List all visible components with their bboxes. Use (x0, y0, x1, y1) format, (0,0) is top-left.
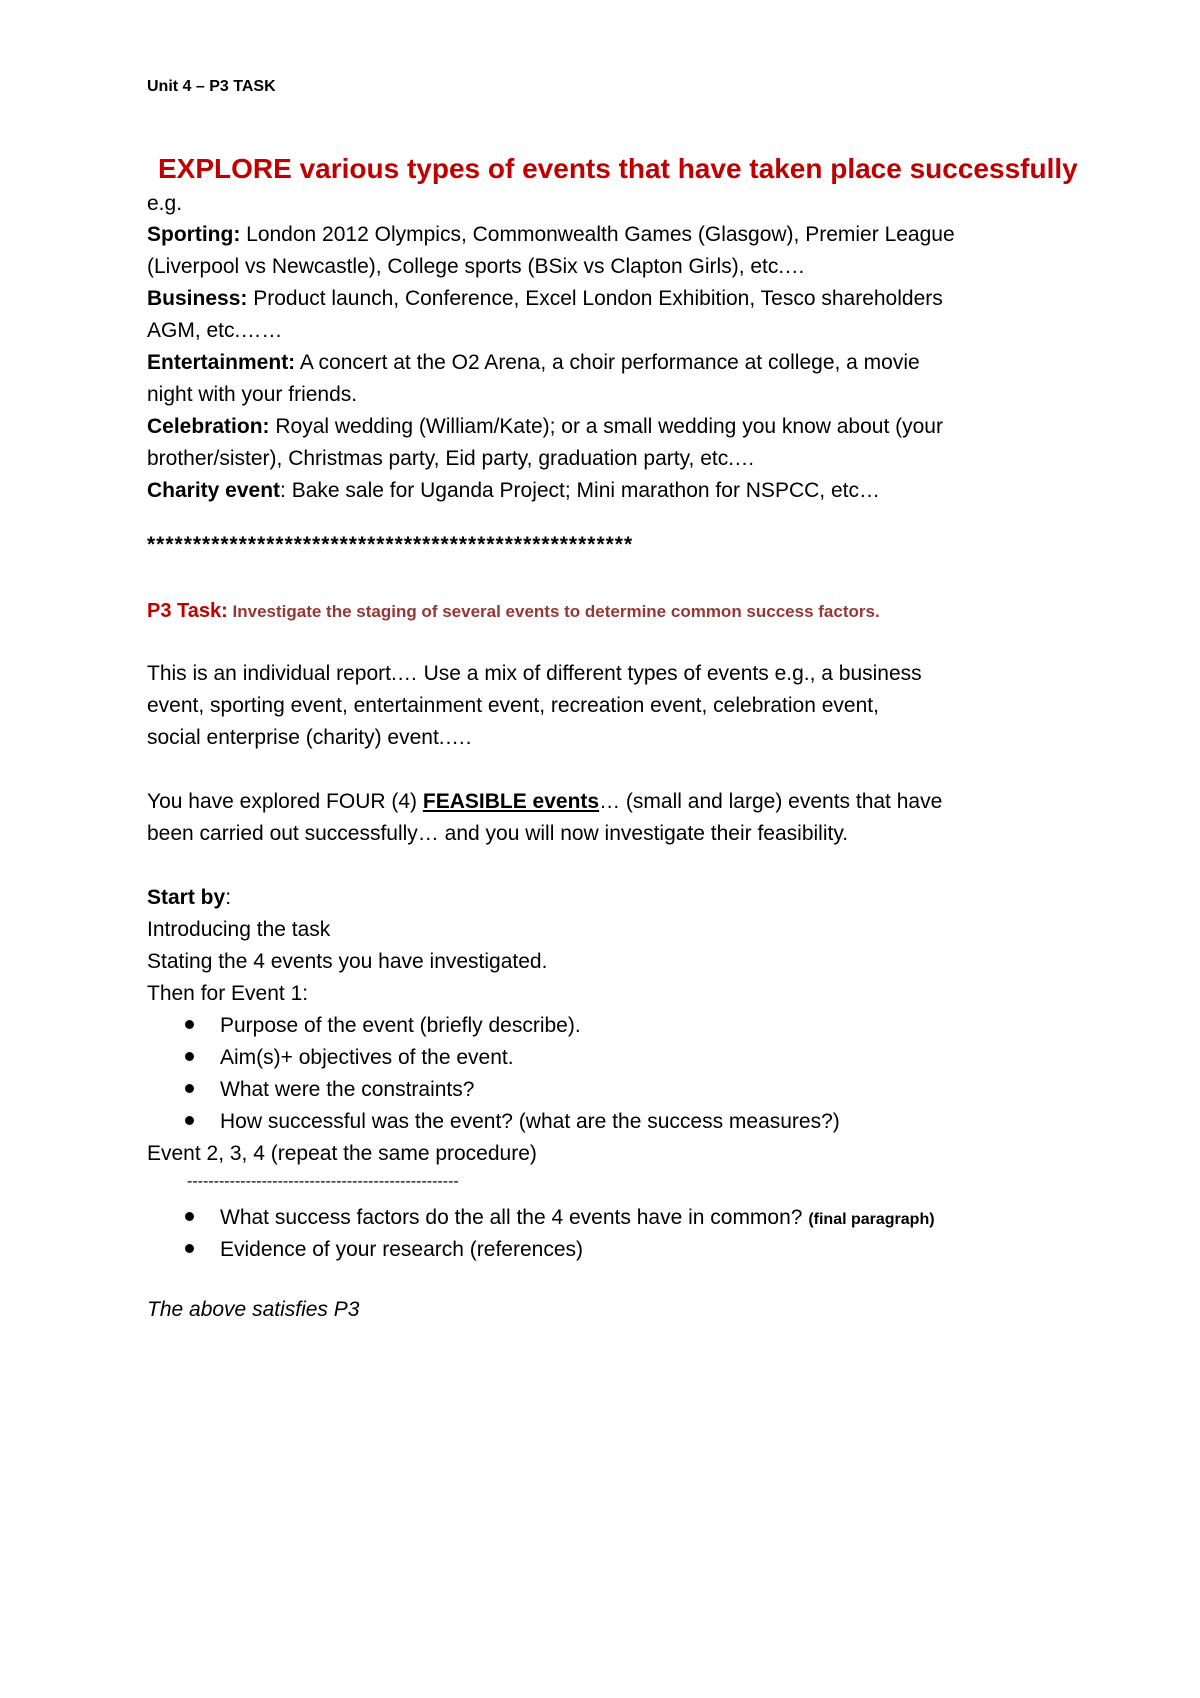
start-by-heading (147, 882, 231, 914)
sporting-label: Sporting: (147, 223, 241, 246)
list-item (185, 1202, 935, 1236)
final-paragraph-note: (final paragraph) (808, 1211, 935, 1228)
dash-separator: --------------------------------------------------- (187, 1173, 459, 1190)
intro-line-3: social enterprise (charity) event.…. (147, 726, 472, 749)
intro-line-1: This is an individual report.… Use a mix of different types of events e.g., a business (147, 662, 922, 685)
bullet-icon (185, 1116, 194, 1125)
bullet-icon (185, 1052, 194, 1061)
list-item-text: Aim(s)+ objectives of the event. (220, 1046, 514, 1069)
start-by-colon: : (225, 886, 232, 909)
list-item-text: Evidence of your research (references) (220, 1238, 583, 1261)
business-text-1: Product launch, Conference, Excel London Exhibition, Tesco shareholders (247, 287, 943, 310)
step-event-1: Then for Event 1: (147, 982, 309, 1005)
entertainment-line-1 (147, 347, 920, 379)
list-item (185, 1010, 581, 1042)
business-label: Business: (147, 287, 248, 310)
bullet-icon (185, 1084, 194, 1093)
celebration-line-2: brother/sister), Christmas party, Eid party, graduation party, etc.… (147, 447, 756, 470)
sporting-line-2: (Liverpool vs Newcastle), College sports (BSix vs Clapton Girls), etc.… (147, 255, 806, 278)
bullet-icon (185, 1212, 194, 1221)
list-item (185, 1106, 840, 1138)
charity-label: Charity event (147, 479, 281, 502)
explored-line-1 (147, 786, 942, 818)
charity-text-1: : Bake sale for Uganda Project; Mini marathon for NSPCC, etc… (280, 479, 880, 502)
list-item (185, 1042, 514, 1074)
asterisk-separator: ***************************************************** (147, 533, 634, 556)
list-item (185, 1234, 583, 1266)
step-stating: Stating the 4 events you have investigated. (147, 950, 548, 973)
list-item-text: How successful was the event? (what are the success measures?) (220, 1110, 840, 1133)
entertainment-text-1: A concert at the O2 Arena, a choir performance at college, a movie (295, 351, 920, 374)
page-header: Unit 4 – P3 TASK (147, 78, 276, 95)
p3-task-text: Investigate the staging of several events to determine common success factors. (227, 602, 880, 621)
list-item-text: Purpose of the event (briefly describe). (220, 1014, 581, 1037)
explored-pre: You have explored FOUR (4) (147, 790, 423, 813)
entertainment-label: Entertainment: (147, 351, 296, 374)
business-line-1 (147, 283, 943, 315)
sporting-line-1 (147, 219, 955, 251)
explored-post: … (small and large) events that have (599, 790, 943, 813)
list-item-text: What success factors do the all the 4 events have in common? (220, 1206, 809, 1229)
business-line-2: AGM, etc.…… (147, 319, 283, 342)
page-title: EXPLORE various types of events that have taken place successfully (158, 153, 1078, 184)
feasible-events-emphasis: FEASIBLE events (422, 790, 600, 813)
list-item (185, 1074, 474, 1106)
p3-task-line (147, 600, 880, 623)
charity-line-1 (147, 475, 880, 507)
eg-label: e.g. (147, 192, 183, 215)
step-introducing: Introducing the task (147, 918, 331, 941)
bullet-icon (185, 1244, 194, 1253)
start-by-label: Start by (147, 886, 226, 909)
intro-line-2: event, sporting event, entertainment event, recreation event, celebration event, (147, 694, 879, 717)
celebration-text-1: Royal wedding (William/Kate); or a small wedding you know about (your (269, 415, 943, 438)
celebration-line-1 (147, 411, 943, 443)
explored-line-2: been carried out successfully… and you will now investigate their feasibility. (147, 822, 849, 845)
list-item-text: What were the constraints? (220, 1078, 475, 1101)
satisfies-note: The above satisfies P3 (147, 1298, 360, 1321)
celebration-label: Celebration: (147, 415, 270, 438)
bullet-icon (185, 1020, 194, 1029)
p3-task-label: P3 Task: (147, 600, 228, 622)
repeat-procedure-line: Event 2, 3, 4 (repeat the same procedure) (147, 1142, 537, 1165)
entertainment-line-2: night with your friends. (147, 383, 358, 406)
sporting-text-1: London 2012 Olympics, Commonwealth Games (Glasgow), Premier League (240, 223, 955, 246)
